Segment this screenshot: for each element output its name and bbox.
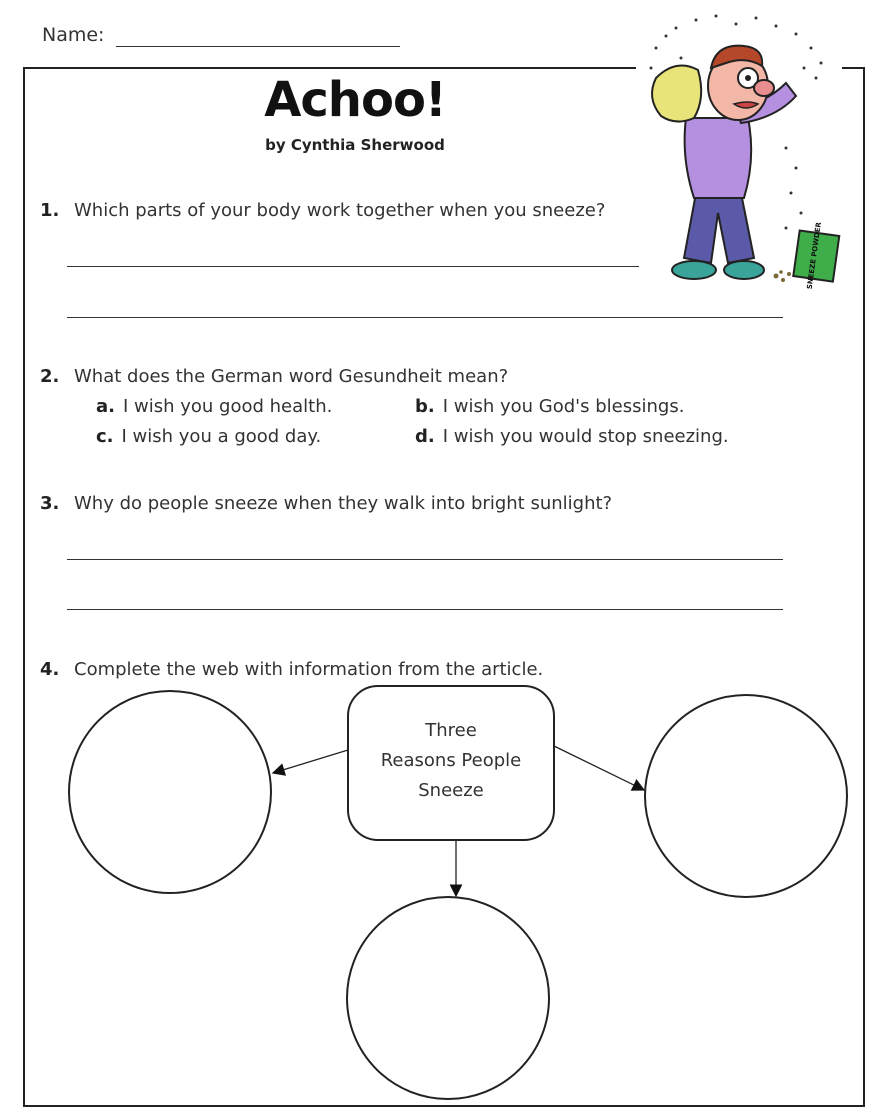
- nose: [754, 80, 774, 96]
- question-number: 3.: [40, 493, 60, 514]
- package-label: SNEEZE POWDER: [805, 221, 823, 290]
- answer-circle-bottom[interactable]: [347, 897, 549, 1099]
- question-number: 2.: [40, 366, 60, 387]
- option-text: I wish you good health.: [122, 396, 333, 417]
- center-line: Sneeze: [418, 780, 484, 801]
- question-number: 1.: [40, 200, 60, 221]
- question-text: Complete the web with information from the article.: [74, 659, 544, 680]
- worksheet-title: Achoo!: [264, 72, 446, 128]
- answer-circle-right[interactable]: [645, 695, 847, 897]
- sneezing-man-illustration: [636, 8, 842, 298]
- right-shoe: [724, 261, 764, 279]
- option-text: I wish you would stop sneezing.: [442, 426, 729, 447]
- option-text: I wish you a good day.: [121, 426, 322, 447]
- question-text: Why do people sneeze when they walk into bright sunlight?: [74, 493, 613, 514]
- option-text: I wish you God's blessings.: [442, 396, 685, 417]
- question-text: Which parts of your body work together when you sneeze?: [74, 200, 606, 221]
- author-byline: by Cynthia Sherwood: [265, 136, 445, 154]
- left-shoe: [672, 261, 716, 279]
- option-letter: d.: [415, 426, 435, 447]
- shirt: [685, 118, 752, 198]
- spilled-powder: [774, 270, 792, 282]
- option-letter: a.: [96, 396, 115, 417]
- question-number: 4.: [40, 659, 60, 680]
- arrow-left: [273, 750, 348, 773]
- question-text: What does the German word Gesundheit mean?: [74, 366, 509, 387]
- name-label: Name:: [42, 24, 105, 46]
- center-line: Three: [425, 720, 477, 741]
- web-center-label: [348, 716, 554, 806]
- handkerchief: [652, 66, 701, 122]
- arrow-right: [554, 746, 644, 790]
- sneeze-powder-box: [792, 219, 841, 292]
- option-letter: b.: [415, 396, 435, 417]
- pants: [684, 193, 754, 263]
- option-letter: c.: [96, 426, 114, 447]
- center-line: Reasons People: [380, 750, 522, 771]
- answer-circle-left[interactable]: [69, 691, 271, 893]
